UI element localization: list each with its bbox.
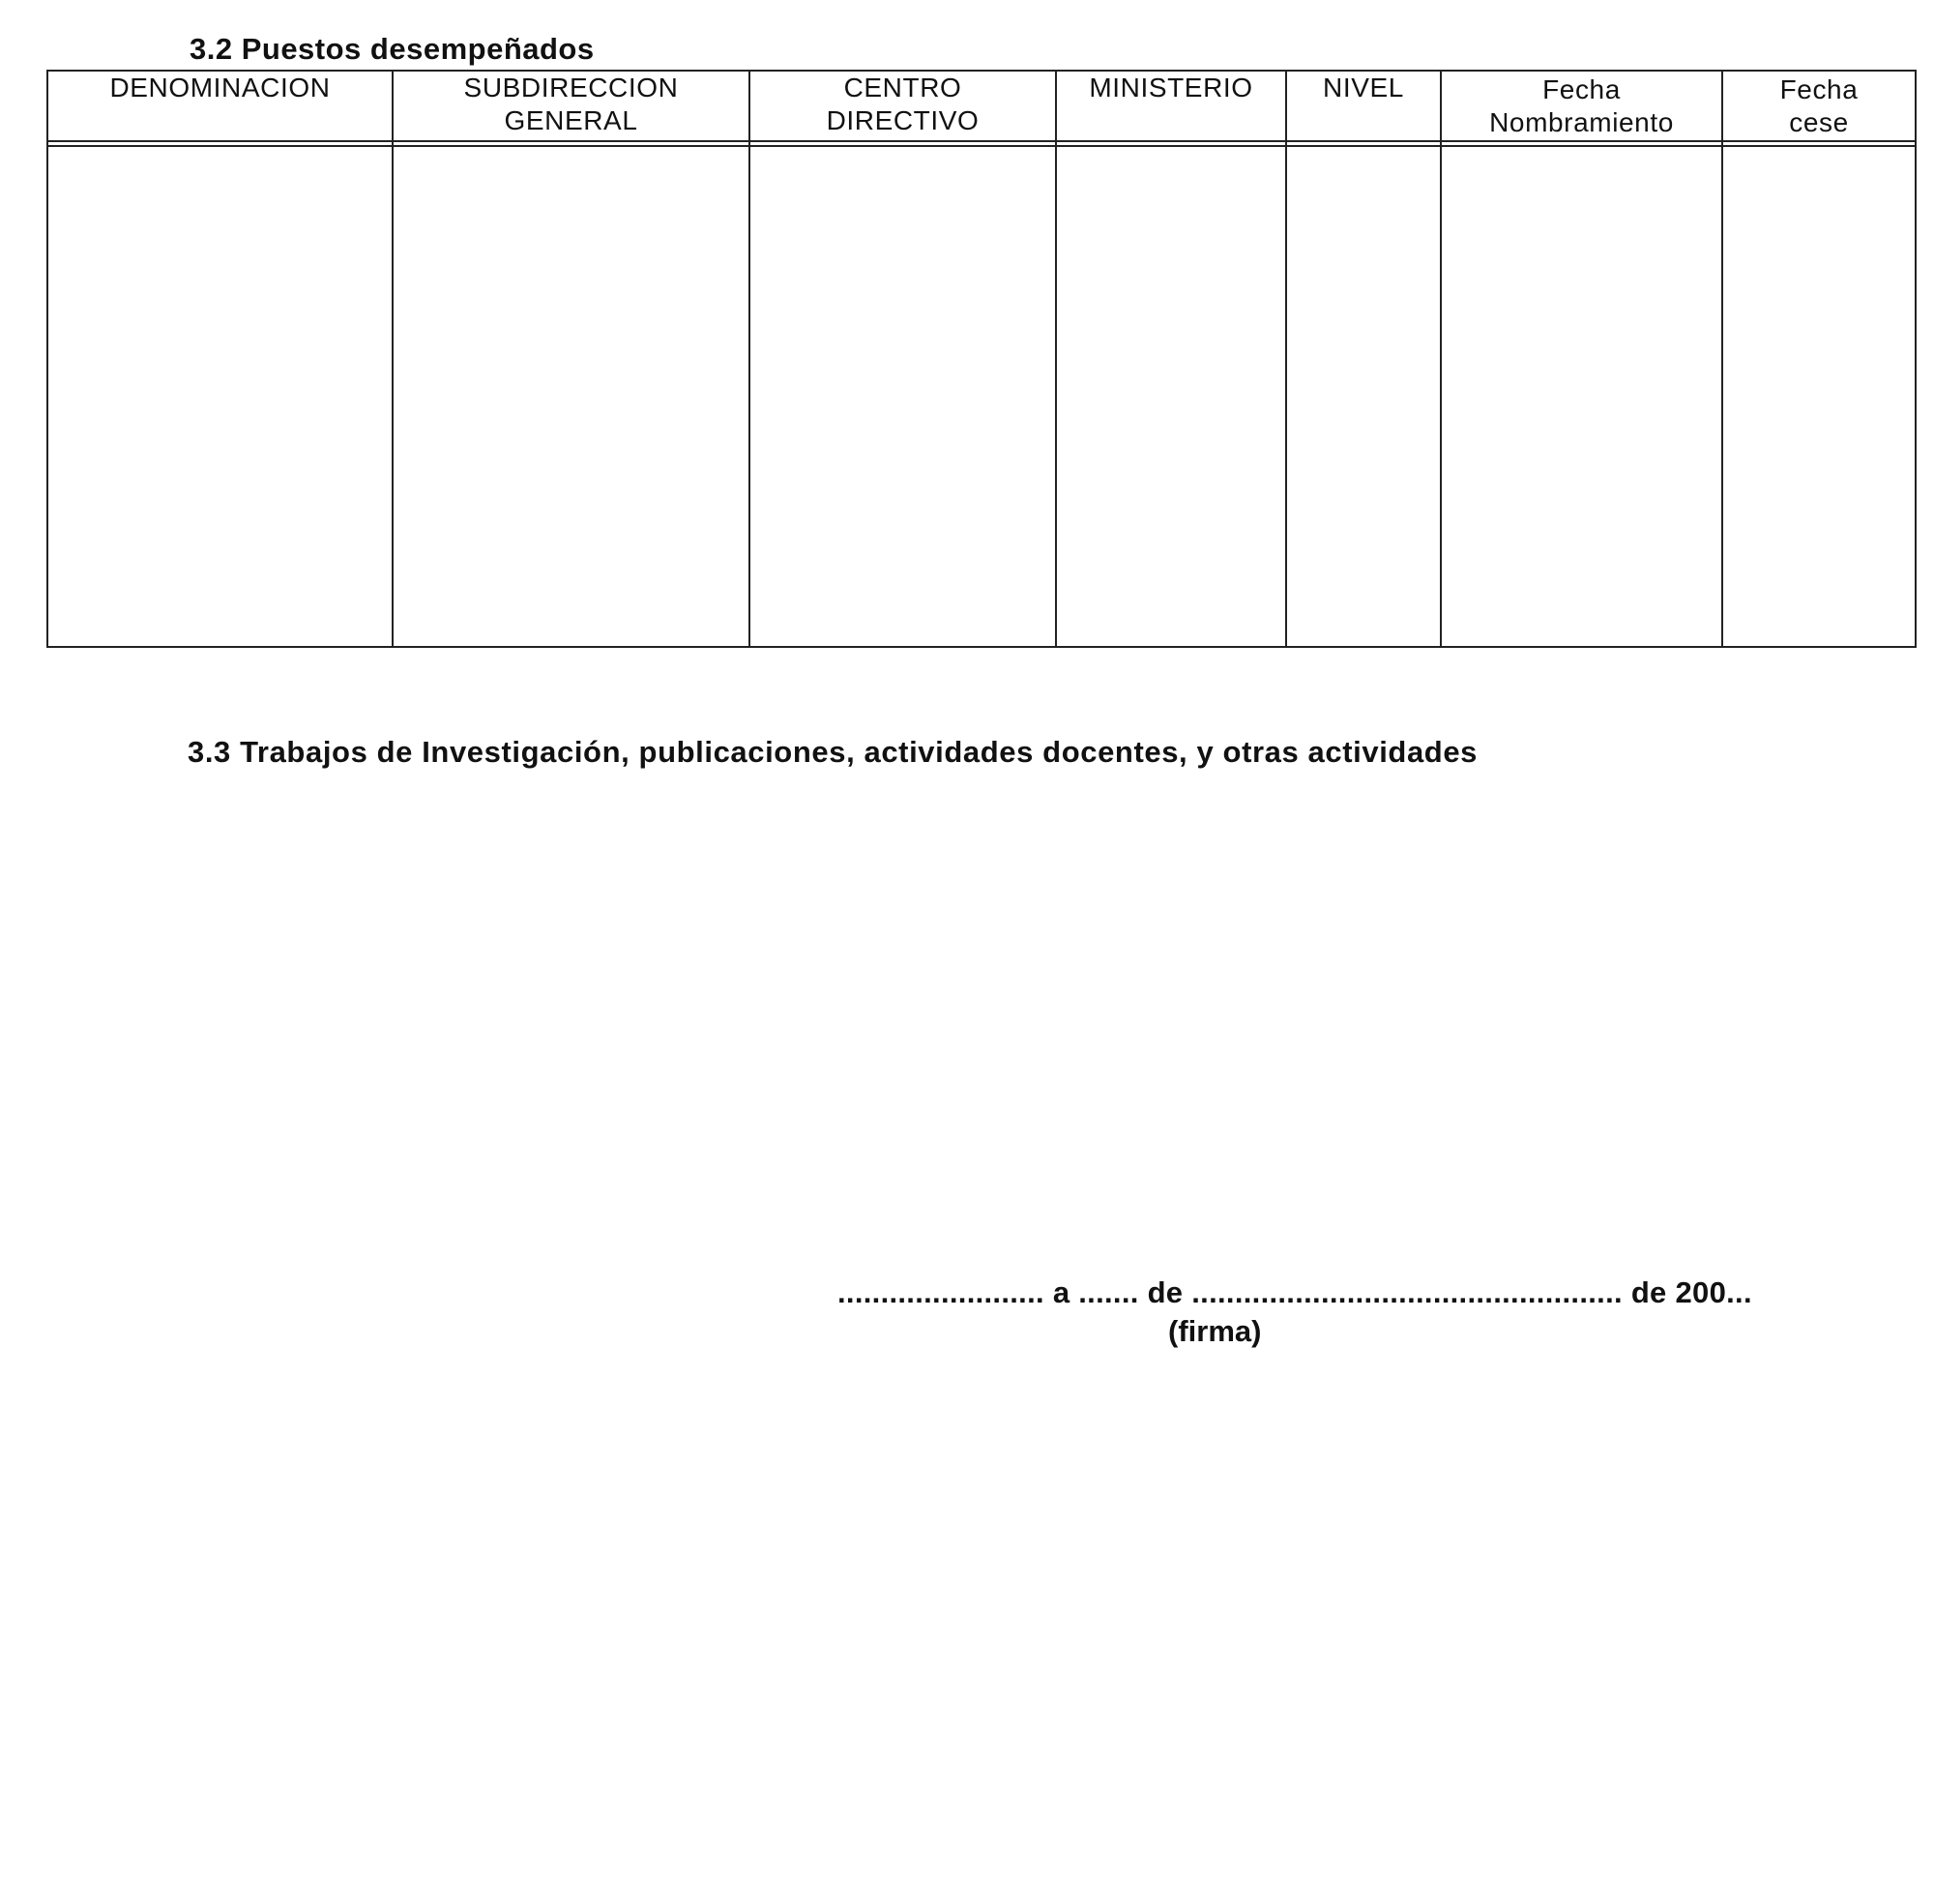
- column-header-fecha-cese: [1723, 73, 1915, 141]
- signature-label: (firma): [1168, 1314, 1262, 1348]
- column-header-nivel: [1287, 72, 1440, 139]
- section-title-trabajos: 3.3 Trabajos de Investigación, publicaciones, actividades docentes, y otras actividades: [188, 735, 1479, 769]
- section-title-puestos: 3.2 Puestos desempeñados: [190, 32, 595, 66]
- column-header-label: Fecha Nombramiento: [1489, 74, 1674, 137]
- column-header-centro-directivo: [750, 72, 1055, 139]
- column-header-fecha-nombramiento: [1442, 73, 1721, 141]
- cell-subdireccion-general[interactable]: [394, 145, 748, 646]
- cell-denominacion[interactable]: [48, 145, 392, 646]
- cell-fecha-nombramiento[interactable]: [1442, 145, 1721, 646]
- column-header-denominacion: [48, 72, 392, 139]
- column-header-label: CENTRO DIRECTIVO: [826, 73, 980, 135]
- column-header-subdireccion-general: [394, 72, 748, 139]
- column-header-label: Fecha cese: [1779, 74, 1859, 137]
- table-col-divider: [1915, 70, 1917, 648]
- cell-centro-directivo[interactable]: [750, 145, 1055, 646]
- cell-ministerio[interactable]: [1057, 145, 1285, 646]
- column-header-label: MINISTERIO: [1089, 73, 1253, 103]
- column-header-label: DENOMINACION: [109, 73, 331, 103]
- cell-nivel[interactable]: [1287, 145, 1440, 646]
- signature-date-line: ........................ a ....... de .................................................. de 200...: [837, 1275, 1752, 1309]
- cell-fecha-cese[interactable]: [1723, 145, 1915, 646]
- column-header-ministerio: [1057, 72, 1285, 139]
- column-header-label: NIVEL: [1323, 73, 1404, 103]
- table-bottom-border: [46, 646, 1917, 648]
- puestos-table: [46, 70, 1917, 648]
- column-header-label: SUBDIRECCION GENERAL: [463, 73, 679, 135]
